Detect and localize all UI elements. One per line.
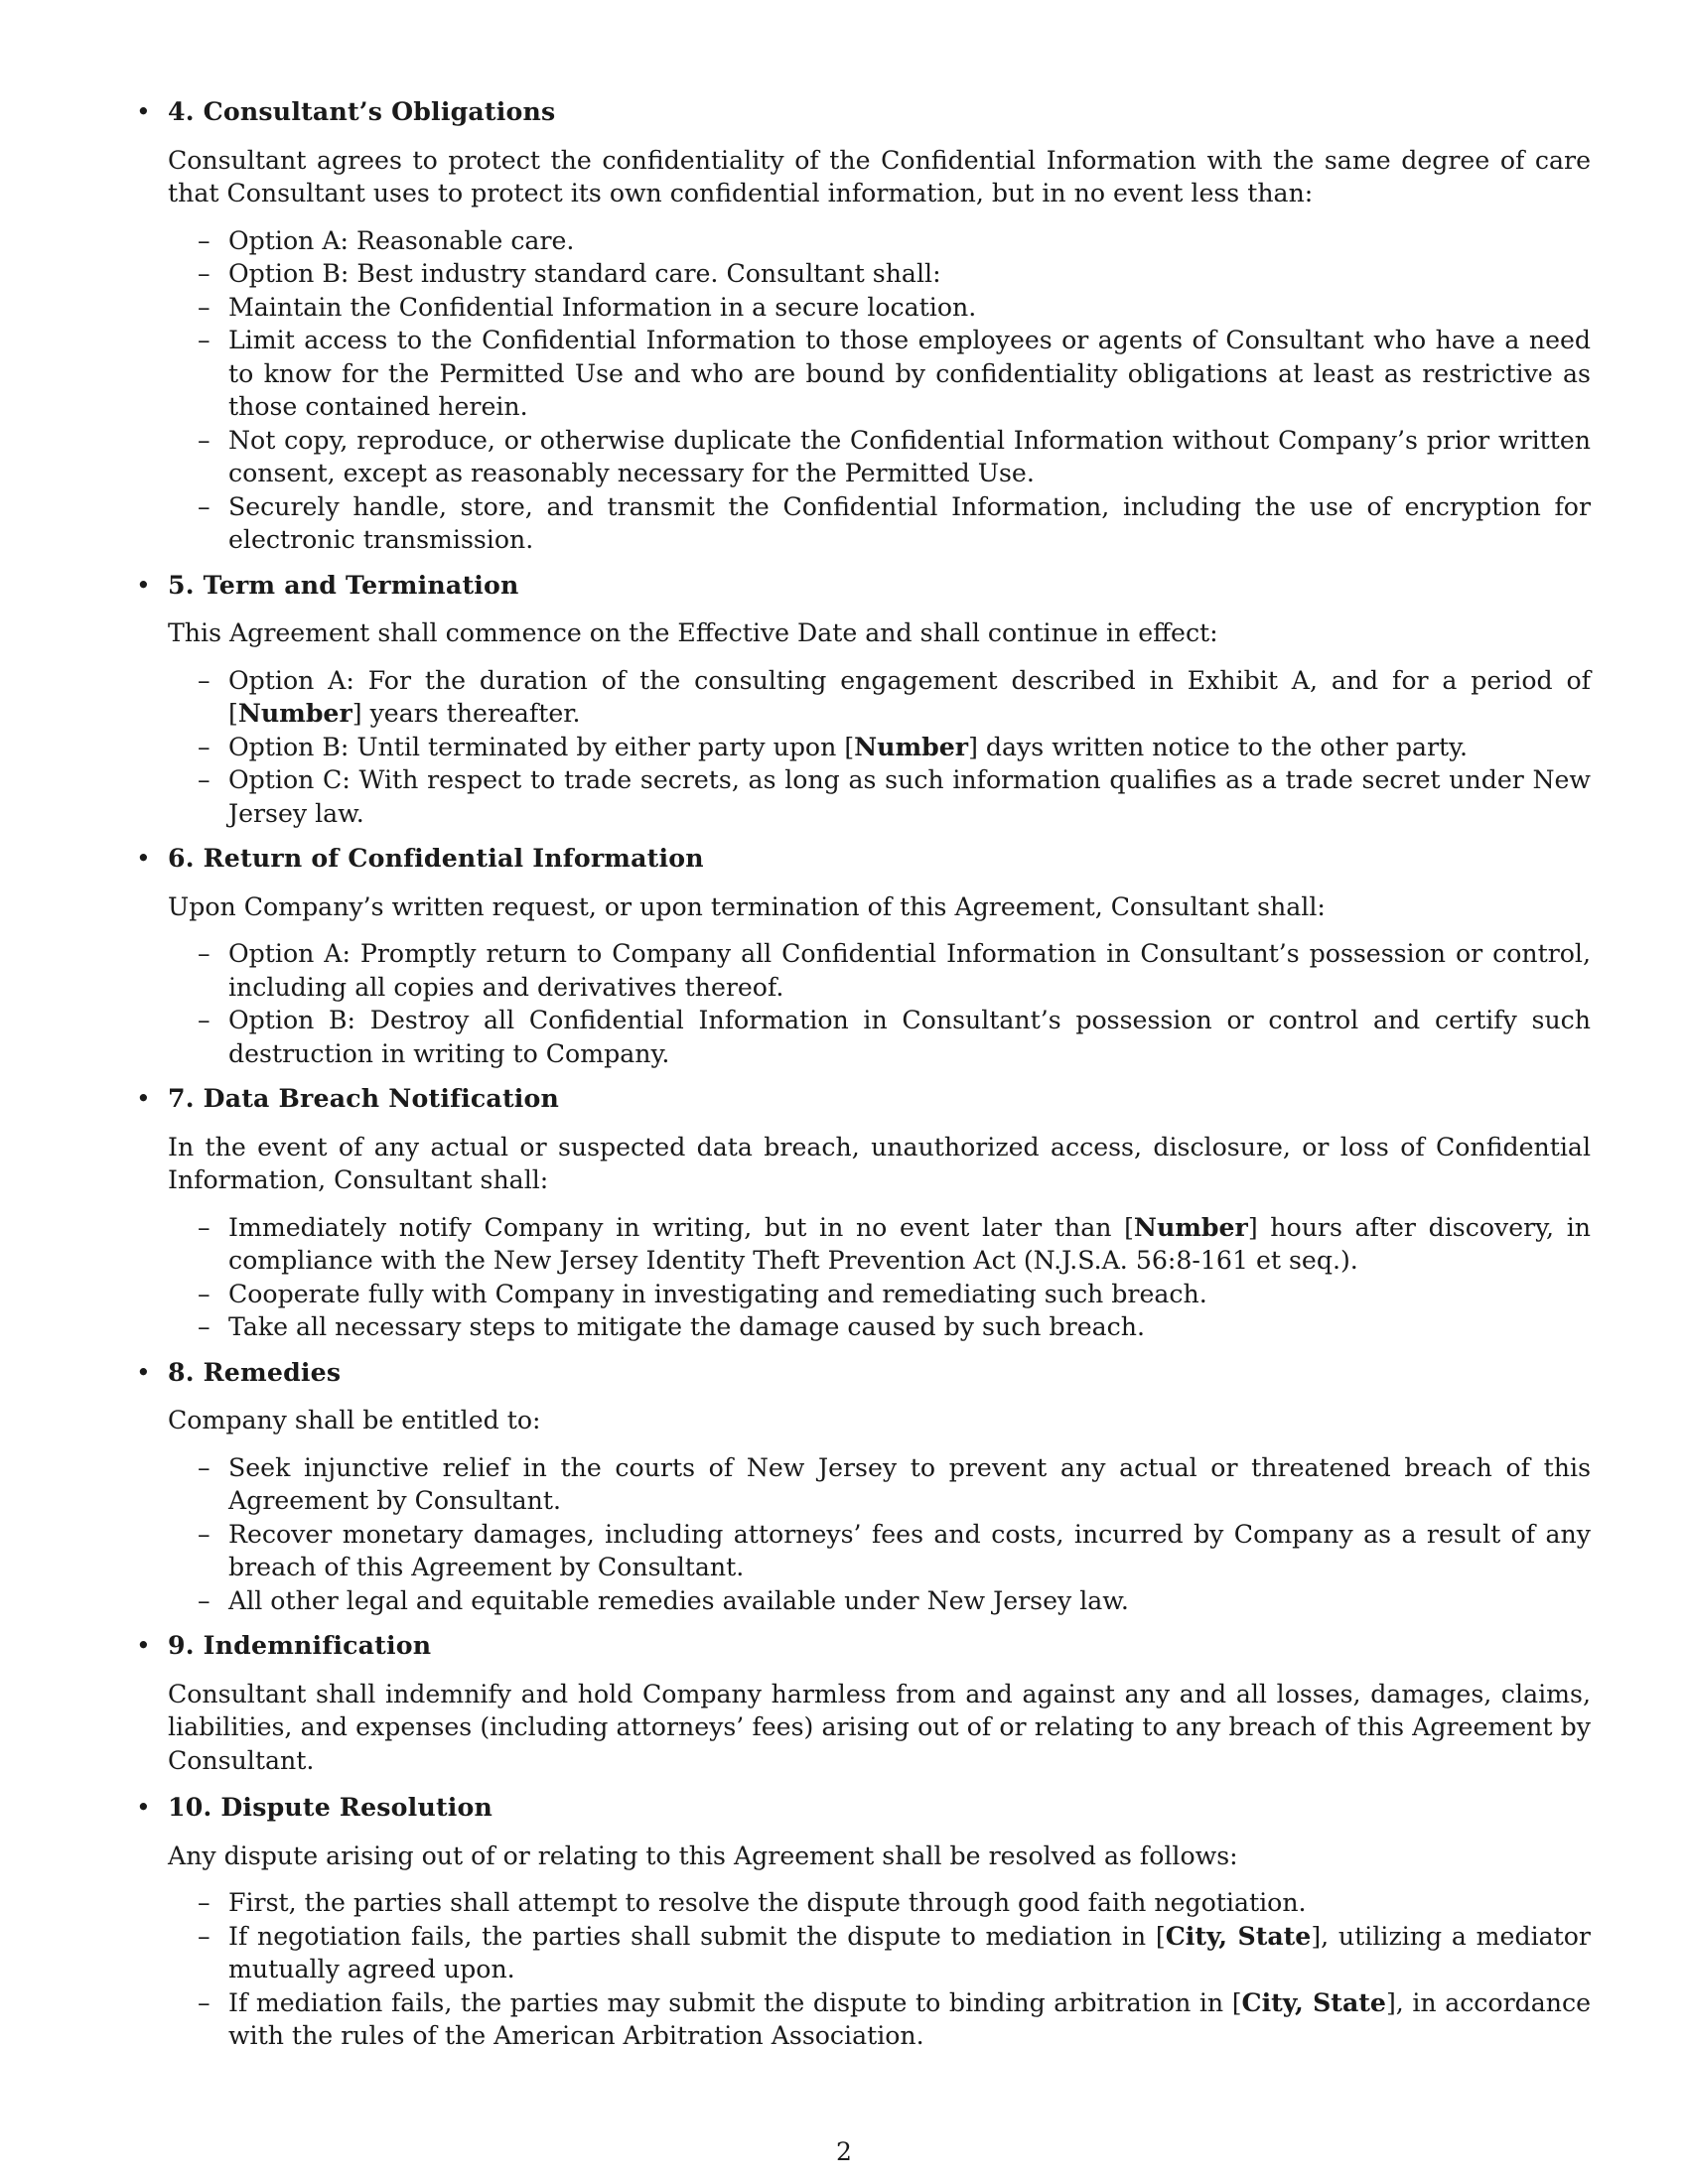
list-item (198, 324, 1591, 424)
placeholder-field: City, State (1241, 1986, 1386, 2017)
section-title: 6. Return of Confidential Information (168, 843, 704, 873)
list-item (198, 1584, 1591, 1618)
item-text: Immediately notify Company in writing, but in no event later than [ (228, 1212, 1134, 1242)
dash-icon: – (198, 732, 211, 761)
dash-icon: – (198, 939, 211, 968)
section-intro: This Agreement shall commence on the Effective Date and shall continue in effect: (168, 618, 1218, 647)
section (136, 1356, 1591, 1618)
list-item (198, 1920, 1591, 1986)
sub-list (198, 1451, 1591, 1618)
list-item (198, 937, 1591, 1004)
section (136, 1791, 1591, 2053)
bullet-icon: • (136, 1793, 151, 1822)
item-text: ] years thereafter. (352, 699, 581, 728)
item-text: Securely handle, store, and transmit the Confidential Information, including the use of encryption for electronic transmission. (228, 491, 1591, 554)
item-text: All other legal and equitable remedies available under New Jersey law. (228, 1585, 1129, 1615)
item-text: Option A: For the duration of the consulting engagement described in Exhibit A, and for a period of [ (228, 665, 1591, 728)
dash-icon: – (198, 491, 211, 521)
list-item (198, 224, 1591, 258)
placeholder-field: Number (1133, 1211, 1248, 1242)
page-number: 2 (836, 2137, 852, 2166)
bullet-icon: • (136, 1357, 151, 1387)
section-intro: Company shall be entitled to: (168, 1406, 541, 1434)
list-item (198, 1986, 1591, 2053)
dash-icon: – (198, 1212, 211, 1242)
item-text: First, the parties shall attempt to resolve the dispute through good faith negotiation. (228, 1888, 1307, 1917)
dash-icon: – (198, 326, 211, 354)
dash-icon: – (198, 1987, 211, 2017)
dash-icon: – (198, 1888, 211, 1917)
dash-icon: – (198, 765, 211, 794)
dash-icon: – (198, 1519, 211, 1549)
list-item (198, 763, 1591, 830)
item-text: Cooperate fully with Company in investigating and remediating such breach. (228, 1279, 1207, 1308)
placeholder-field: Number (854, 731, 969, 761)
dash-icon: – (198, 1279, 211, 1308)
section-intro: Any dispute arising out of or relating to this Agreement shall be resolved as follows: (168, 1841, 1238, 1870)
dash-icon: – (198, 259, 211, 288)
item-text: Option B: Until terminated by either party upon [ (228, 732, 855, 761)
list-item (198, 1211, 1591, 1278)
sub-list (198, 224, 1591, 557)
dash-icon: – (198, 225, 211, 255)
list-item (198, 1310, 1591, 1344)
item-text: ], in accordance with the rules of the American Arbitration Association. (228, 1987, 1591, 2050)
section (136, 1629, 1591, 1777)
sub-list (198, 1211, 1591, 1344)
item-text: Seek injunctive relief in the courts of New Jersey to prevent any actual or threatened breach of this Agreement by Consultant. (228, 1452, 1591, 1515)
item-text: If mediation fails, the parties may submit the dispute to binding arbitration in [ (228, 1987, 1242, 2017)
section-title: 5. Term and Termination (168, 569, 519, 600)
list-item (198, 731, 1591, 764)
bullet-icon: • (136, 844, 151, 873)
item-text: ] days written notice to the other party. (968, 732, 1469, 761)
dash-icon: – (198, 1312, 211, 1341)
item-text: Option B: Best industry standard care. Consultant shall: (228, 259, 941, 288)
item-text: Take all necessary steps to mitigate the damage caused by such breach. (228, 1312, 1145, 1341)
section (136, 95, 1591, 557)
item-text: ] hours after discovery, in compliance with the New Jersey Identity Theft Prevention Act (N.J.S.A. 56:8-161 et seq.). (228, 1212, 1591, 1275)
section-intro: In the event of any actual or suspected data breach, unauthorized access, disclosure, or loss of Confidential Information, Consultant shall: (168, 1132, 1591, 1194)
sub-list (198, 1886, 1591, 2053)
list-item (198, 490, 1591, 557)
item-text: ], utilizing a mediator mutually agreed upon. (228, 1921, 1591, 1983)
item-text: Option C: With respect to trade secrets, as long as such information qualifies as a trade secret under New Jersey law. (228, 765, 1591, 828)
section (136, 842, 1591, 1070)
bullet-icon: • (136, 1084, 151, 1113)
list-item (198, 1278, 1591, 1311)
list-item (198, 291, 1591, 325)
item-text: If negotiation fails, the parties shall submit the dispute to mediation in [ (228, 1921, 1166, 1951)
dash-icon: – (198, 1452, 211, 1482)
section-title: 9. Indemnification (168, 1630, 432, 1660)
section-title: 4. Consultant’s Obligations (168, 96, 556, 126)
section-intro: Consultant agrees to protect the confidentiality of the Confidential Information with the same degree of care that Consultant uses to protect its own confidential information, but in no event less than: (168, 145, 1591, 207)
dash-icon: – (198, 665, 211, 695)
section-intro: Consultant shall indemnify and hold Company harmless from and against any and all losses, damages, claims, liabilities, and expenses (including attorneys’ fees) arising out of or relating to any breach of this Agreement by Consultant. (168, 1679, 1591, 1775)
dash-icon: – (198, 1585, 211, 1615)
section-title: 10. Dispute Resolution (168, 1792, 493, 1822)
list-item (198, 1886, 1591, 1920)
list-item (198, 257, 1591, 291)
dash-icon: – (198, 1006, 211, 1034)
dash-icon: – (198, 425, 211, 455)
section-title: 8. Remedies (168, 1356, 342, 1387)
item-text: Limit access to the Confidential Information to those employees or agents of Consultant who have a need to know for the Permitted Use and who are bound by confidentiality obligations at least as restrictive as those contained herein. (228, 326, 1591, 421)
list-item (198, 424, 1591, 490)
document-body (136, 95, 1591, 2065)
item-text: Recover monetary damages, including attorneys’ fees and costs, incurred by Company as a result of any breach of this Agreement by Consultant. (228, 1519, 1591, 1581)
sub-list (198, 937, 1591, 1070)
bullet-icon: • (136, 97, 151, 126)
item-text: Option A: Promptly return to Company all Confidential Information in Consultant’s possession or control, including all copies and derivatives thereof. (228, 939, 1591, 1002)
item-text: Maintain the Confidential Information in a secure location. (228, 292, 977, 322)
placeholder-field: Number (237, 698, 352, 728)
section (136, 569, 1591, 831)
section (136, 1082, 1591, 1344)
sub-list (198, 664, 1591, 831)
list-item (198, 1451, 1591, 1518)
list-item (198, 1518, 1591, 1584)
dash-icon: – (198, 292, 211, 322)
section-title: 7. Data Breach Notification (168, 1083, 560, 1113)
bullet-icon: • (136, 570, 151, 600)
list-item (198, 664, 1591, 731)
section-intro: Upon Company’s written request, or upon termination of this Agreement, Consultant shall: (168, 891, 1326, 921)
bullet-icon: • (136, 1631, 151, 1660)
item-text: Option A: Reasonable care. (228, 225, 575, 255)
list-item (198, 1004, 1591, 1070)
placeholder-field: City, State (1165, 1920, 1312, 1951)
dash-icon: – (198, 1921, 211, 1951)
item-text: Option B: Destroy all Confidential Information in Consultant’s possession or control and certify such destruction in writing to Company. (228, 1006, 1591, 1068)
item-text: Not copy, reproduce, or otherwise duplicate the Confidential Information without Company’s prior written consent, except as reasonably necessary for the Permitted Use. (228, 425, 1591, 487)
